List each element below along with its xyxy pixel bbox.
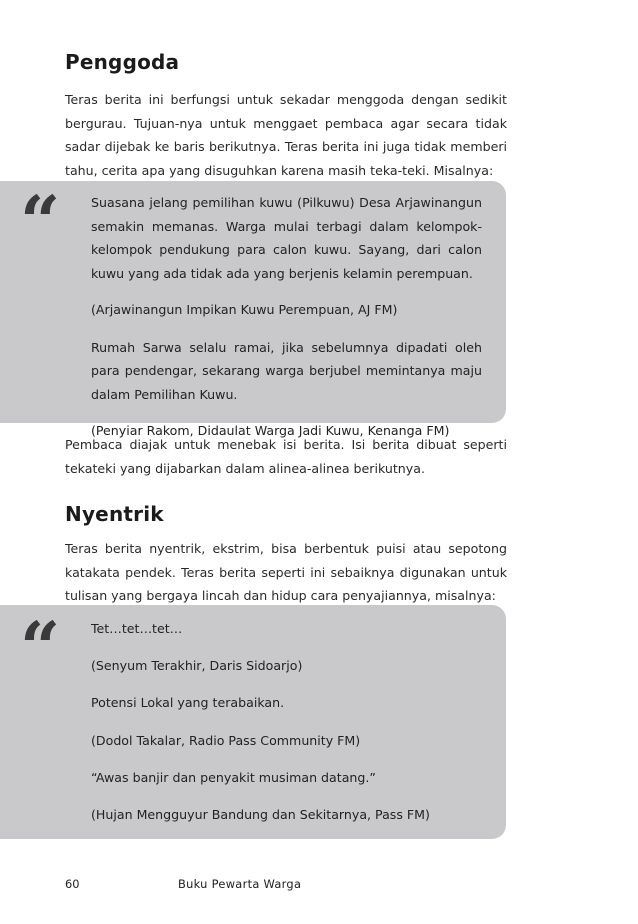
quote-content-penggoda xyxy=(91,191,482,457)
book-title: Buku Pewarta Warga xyxy=(178,877,302,891)
quote-source: (Arjawinangun Impikan Kuwu Perempuan, AJ FM) xyxy=(91,302,398,318)
quote-source: (Hujan Mengguyur Bandung dan Sekitarnya, Pass FM) xyxy=(91,806,430,822)
quote-box-penggoda xyxy=(0,180,506,439)
quote-line: Potensi Lokal yang terabaikan. xyxy=(91,695,285,711)
quote-source: (Penyiar Rakom, Didaulat Warga Jadi Kuwu, Kenanga FM) xyxy=(91,423,450,439)
section-outro-penggoda: Pembaca diajak untuk menebak isi berita. Isi berita dibuat seperti tekateki yang dijabarkan dalam alinea-alinea berikutnya. xyxy=(65,437,507,476)
quote-mark-icon: “ xyxy=(20,606,61,689)
section-heading-penggoda: Penggoda xyxy=(65,50,180,74)
quote-source: (Dodol Takalar, Radio Pass Community FM) xyxy=(91,732,361,748)
quote-paragraph: Suasana jelang pemilihan kuwu (Pilkuwu) Desa Arjawinangun semakin memanas. Warga mulai terbagi dalam kelompok-kelompok pendukung para calon kuwu. Sayang, dari calon kuwu yang ada tidak ada yang berjenis kelamin perempuan. xyxy=(91,195,482,281)
section-intro-penggoda: Teras berita ini berfungsi untuk sekadar menggoda dengan sedikit bergurau. Tujuan-nya untuk menggaet pembaca agar secara tidak sadar dijebak ke baris berikutnya. Teras berita ini juga tidak memberi tahu, cerita apa yang disuguhkan karena masih teka-teki. Misalnya: xyxy=(65,92,507,178)
section-heading-nyentrik: Nyentrik xyxy=(65,502,164,526)
quote-paragraph: Rumah Sarwa selalu ramai, jika sebelumnya dipadati oleh para pendengar, sekarang warga berjubel memintanya maju dalam Pemilihan Kuwu. xyxy=(91,339,482,402)
quote-line: “Awas banjir dan penyakit musiman datang.” xyxy=(91,769,376,785)
quote-content-nyentrik xyxy=(91,617,482,840)
section-intro-nyentrik: Teras berita nyentrik, ekstrim, bisa berbentuk puisi atau sepotong katakata pendek. Teras berita seperti ini sebaiknya digunakan untuk tulisan yang bergaya lincah dan hidup cara penyajiannya, misalnya: xyxy=(65,541,507,604)
quote-mark-icon: “ xyxy=(20,180,61,263)
page-number: 60 xyxy=(65,877,80,891)
quote-box-nyentrik xyxy=(0,605,506,839)
quote-line: Tet…tet…tet… xyxy=(91,621,183,636)
quote-source: (Senyum Terakhir, Daris Sidoarjo) xyxy=(91,658,303,674)
